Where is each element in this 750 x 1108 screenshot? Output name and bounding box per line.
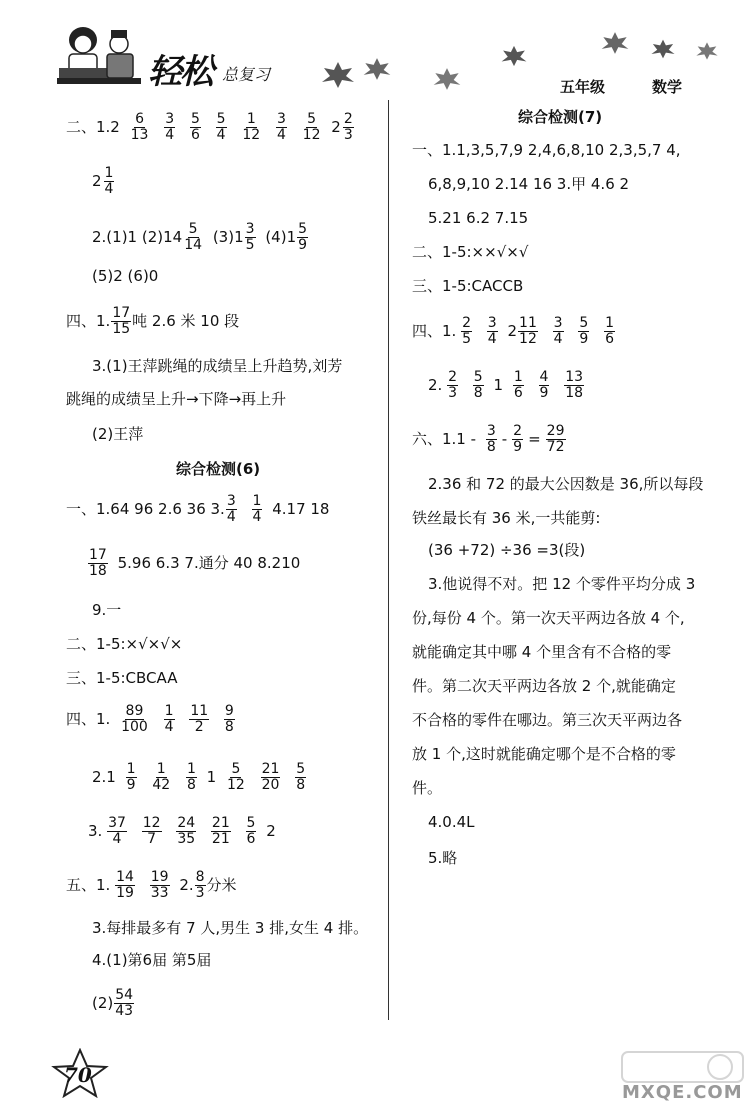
numerator: 5 <box>216 111 226 127</box>
whole-number: 2 <box>92 172 102 190</box>
denominator: 12 <box>242 127 261 143</box>
denominator: 4 <box>226 509 236 525</box>
numerator: 13 <box>565 369 584 385</box>
fraction <box>107 816 127 847</box>
denominator: 8 <box>296 777 306 793</box>
fraction <box>216 112 227 143</box>
numerator: 3 <box>553 315 563 331</box>
fraction <box>104 166 115 197</box>
line-prefix: 五、1. <box>66 876 111 894</box>
denominator: 42 <box>152 777 171 793</box>
logo-title: 轻松 <box>148 52 212 92</box>
numerator: 5 <box>298 221 308 237</box>
numerator: 6 <box>135 111 145 127</box>
answer-line: (5)2 (6)0 <box>92 267 159 285</box>
subject-label: 数学 <box>652 78 683 96</box>
fraction <box>190 112 201 143</box>
numerator: 3 <box>276 111 286 127</box>
numerator: 14 <box>116 869 134 885</box>
numerator: 3 <box>245 221 255 237</box>
denominator: 9 <box>298 237 308 253</box>
maple-leaf-icon <box>650 38 676 60</box>
section-title-test-7: 综合检测(7) <box>518 108 603 126</box>
fraction <box>130 112 150 143</box>
fraction <box>252 494 263 525</box>
answer-line: (2)王萍 <box>92 425 144 443</box>
fraction <box>276 112 287 143</box>
section-title-test-6: 综合检测(6) <box>176 460 261 478</box>
numerator: 89 <box>125 703 144 719</box>
fraction <box>302 112 322 143</box>
answer-line: 份,每份 4 个。第一次天平两边各放 4 个, <box>412 609 685 627</box>
denominator: 9 <box>539 385 549 401</box>
answer-line: 件。 <box>412 779 443 797</box>
answer-line <box>412 424 571 455</box>
denominator: 6 <box>605 331 614 347</box>
numerator: 2 <box>462 315 472 331</box>
answer-line: 4.0.4L <box>428 813 475 831</box>
answer-line <box>92 222 313 253</box>
answer-line: 跳绳的成绩呈上升→下降→再上升 <box>66 390 287 408</box>
numerator: 54 <box>115 987 134 1003</box>
maple-leaf-icon <box>362 56 392 82</box>
answer-line <box>66 112 359 143</box>
numerator: 1 <box>605 315 614 331</box>
denominator: 15 <box>112 321 131 337</box>
denominator: 12 <box>226 777 245 793</box>
fraction <box>176 816 196 847</box>
numerator: 11 <box>190 703 209 719</box>
numerator: 5 <box>579 315 589 331</box>
answer-line: 就能确定其中哪 4 个里含有不合格的零 <box>412 643 672 661</box>
fraction <box>539 370 550 401</box>
numerator: 3 <box>226 493 236 509</box>
line-prefix: 3. <box>88 822 103 840</box>
operator: - <box>501 430 508 448</box>
fraction <box>164 112 175 143</box>
numerator: 29 <box>546 423 565 439</box>
numerator: 5 <box>296 761 306 777</box>
fraction <box>186 762 197 793</box>
fraction <box>553 316 564 347</box>
fraction <box>604 316 615 347</box>
numerator: 5 <box>190 111 200 127</box>
answer-line: 不合格的零件在哪边。第三次天平两边各 <box>412 711 683 729</box>
numerator: 2 <box>448 369 458 385</box>
fraction <box>487 316 498 347</box>
fraction <box>546 424 566 455</box>
denominator: 6 <box>246 831 256 847</box>
line-text: 一、1.64 96 2.6 36 3. <box>66 500 225 518</box>
fraction <box>183 222 203 253</box>
fraction <box>115 870 135 901</box>
numerator: 1 <box>164 703 174 719</box>
denominator: 72 <box>546 439 565 455</box>
answer-line: 2.36 和 72 的最大公因数是 36,所以每段 <box>428 475 704 493</box>
numerator: 2 <box>513 423 523 439</box>
maple-leaf-icon <box>320 60 356 90</box>
denominator: 8 <box>186 777 196 793</box>
line-text: 2. <box>179 876 194 894</box>
denominator: 7 <box>147 831 157 847</box>
page-number: 70 <box>64 1063 92 1087</box>
denominator: 12 <box>302 127 321 143</box>
answer-line: 3.他说得不对。把 12 个零件平均分成 3 <box>428 575 696 593</box>
fraction <box>513 370 524 401</box>
answer-line: 三、1-5:CBCAA <box>66 669 178 687</box>
answer-line: 放 1 个,这时就能确定哪个是不合格的零 <box>412 745 676 763</box>
fraction <box>111 306 131 337</box>
line-text: (3)1 <box>212 228 244 246</box>
numerator: 4 <box>539 369 549 385</box>
numerator: 17 <box>89 547 107 563</box>
answer-line <box>88 548 300 579</box>
fraction <box>447 370 458 401</box>
numerator: 21 <box>211 815 230 831</box>
denominator: 4 <box>165 127 175 143</box>
numerator: 5 <box>307 111 317 127</box>
line-prefix: 四、1. <box>66 710 111 728</box>
denominator: 18 <box>565 385 584 401</box>
denominator: 4 <box>216 127 226 143</box>
line-text: 吨 2.6 米 10 段 <box>132 312 240 330</box>
answer-line <box>66 870 237 901</box>
line-prefix: (2) <box>92 994 114 1012</box>
maple-leaf-icon <box>500 44 528 68</box>
answer-line: 二、1-5:×√×√× <box>66 635 183 653</box>
operator: = <box>528 430 541 448</box>
maple-leaf-icon <box>432 66 462 92</box>
answer-line <box>66 306 239 337</box>
answer-line <box>92 166 119 197</box>
fraction <box>120 704 149 735</box>
answer-line: 一、1.1,3,5,7,9 2,4,6,8,10 2,3,5,7 4, <box>412 141 681 159</box>
denominator: 9 <box>126 777 136 793</box>
whole-number: 1 <box>493 376 504 394</box>
fraction <box>150 870 170 901</box>
denominator: 5 <box>462 331 472 347</box>
denominator: 4 <box>276 127 286 143</box>
denominator: 3 <box>448 385 458 401</box>
answer-line: 9.一 <box>92 601 122 619</box>
denominator: 5 <box>245 237 255 253</box>
fraction <box>151 762 171 793</box>
numerator: 1 <box>246 111 256 127</box>
answer-line <box>92 988 139 1019</box>
denominator: 8 <box>486 439 496 455</box>
fraction <box>246 816 257 847</box>
children-reading-logo-icon <box>55 18 145 88</box>
line-prefix: 2. <box>428 376 443 394</box>
answer-line <box>66 704 240 735</box>
denominator: 4 <box>112 831 122 847</box>
denominator: 13 <box>130 127 149 143</box>
answer-line <box>428 370 589 401</box>
denominator: 43 <box>115 1003 134 1019</box>
maple-leaf-icon <box>695 40 719 62</box>
denominator: 4 <box>104 181 114 197</box>
answer-line: 铁丝最长有 36 米,一共能剪: <box>412 509 601 527</box>
numerator: 24 <box>177 815 196 831</box>
denominator: 8 <box>473 385 483 401</box>
fraction <box>195 870 206 901</box>
denominator: 33 <box>150 885 169 901</box>
watermark-text: MXQE.COM <box>622 1082 743 1103</box>
line-prefix: 四、1. <box>412 322 457 340</box>
denominator: 4 <box>164 719 174 735</box>
numerator: 1 <box>104 165 114 181</box>
answer-line <box>88 816 276 847</box>
fraction <box>564 370 584 401</box>
whole-number: 2 <box>507 322 518 340</box>
answer-line <box>92 762 311 793</box>
denominator: 20 <box>261 777 280 793</box>
answer-line: 6,8,9,10 2.14 16 3.甲 4.6 2 <box>428 175 630 193</box>
whole-number: 2 <box>266 822 276 840</box>
numerator: 17 <box>112 305 131 321</box>
numerator: 5 <box>231 761 241 777</box>
fraction <box>114 988 134 1019</box>
numerator: 2 <box>343 111 353 127</box>
unit-text: 分米 <box>206 876 237 894</box>
numerator: 21 <box>261 761 280 777</box>
maple-leaf-icon <box>600 30 630 56</box>
denominator: 6 <box>190 127 200 143</box>
line-prefix: 六、1.1 - <box>412 430 477 448</box>
line-prefix: 二、1.2 <box>66 118 120 136</box>
answer-line: 5.21 6.2 7.15 <box>428 209 529 227</box>
numerator: 1 <box>186 761 196 777</box>
denominator: 4 <box>487 331 497 347</box>
numerator: 11 <box>519 315 537 331</box>
answer-line <box>412 316 620 347</box>
numerator: 5 <box>188 221 198 237</box>
numerator: 1 <box>513 369 523 385</box>
fraction <box>245 222 256 253</box>
denominator: 2 <box>194 719 204 735</box>
fraction <box>518 316 538 347</box>
denominator: 100 <box>121 719 148 735</box>
logo-subtitle: 总复习 <box>222 65 271 84</box>
answer-line: (36 +72) ÷36 =3(段) <box>428 541 586 559</box>
fraction <box>241 112 261 143</box>
denominator: 19 <box>116 885 134 901</box>
numerator: 1 <box>156 761 166 777</box>
fraction <box>126 762 137 793</box>
line-text: (4)1 <box>265 228 297 246</box>
whole-number: 1 <box>206 768 217 786</box>
fraction <box>224 704 235 735</box>
line-text: 2.(1)1 (2)14 <box>92 228 183 246</box>
numerator: 5 <box>246 815 256 831</box>
answer-line: 3.(1)王萍跳绳的成绩呈上升趋势,刘芳 <box>92 357 343 375</box>
answer-line: 三、1-5:CACCB <box>412 277 524 295</box>
fraction <box>189 704 209 735</box>
fraction <box>226 494 237 525</box>
denominator: 4 <box>252 509 262 525</box>
denominator: 4 <box>553 331 563 347</box>
answer-line <box>66 494 329 525</box>
numerator: 9 <box>224 703 234 719</box>
line-prefix: 四、1. <box>66 312 111 330</box>
fraction <box>473 370 484 401</box>
denominator: 14 <box>184 237 203 253</box>
numerator: 8 <box>195 869 205 885</box>
fraction <box>512 424 523 455</box>
denominator: 8 <box>224 719 234 735</box>
numerator: 5 <box>473 369 483 385</box>
numerator: 1 <box>252 493 262 509</box>
answer-line: 4.(1)第6届 第5届 <box>92 951 212 969</box>
numerator: 37 <box>108 815 126 831</box>
line-prefix: 2.1 <box>92 768 116 786</box>
denominator: 18 <box>89 563 107 579</box>
fraction <box>211 816 231 847</box>
answer-line: 5.略 <box>428 849 458 867</box>
fraction <box>461 316 472 347</box>
fraction <box>486 424 497 455</box>
fraction <box>343 112 354 143</box>
answer-line: 二、1-5:××√×√ <box>412 243 529 261</box>
denominator: 6 <box>513 385 523 401</box>
denominator: 35 <box>177 831 196 847</box>
whole-number: 2 <box>331 118 341 136</box>
denominator: 9 <box>579 331 589 347</box>
denominator: 3 <box>343 127 353 143</box>
denominator: 3 <box>195 885 205 901</box>
denominator: 9 <box>513 439 523 455</box>
fraction <box>164 704 175 735</box>
answer-line: 3.每排最多有 7 人,男生 3 排,女生 4 排。 <box>92 919 369 937</box>
denominator: 12 <box>519 331 537 347</box>
line-text: 5.96 6.3 7.通分 40 8.210 <box>117 554 301 572</box>
page-header <box>0 0 750 100</box>
column-divider <box>388 100 389 1020</box>
numerator: 3 <box>487 315 497 331</box>
numerator: 3 <box>486 423 496 439</box>
line-text: 4.17 18 <box>272 500 330 518</box>
numerator: 19 <box>150 869 169 885</box>
grade-label: 五年级 <box>560 78 606 96</box>
fraction <box>88 548 108 579</box>
denominator: 21 <box>211 831 230 847</box>
numerator: 12 <box>142 815 161 831</box>
fraction <box>226 762 246 793</box>
fraction <box>142 816 162 847</box>
numerator: 3 <box>165 111 175 127</box>
fraction <box>261 762 281 793</box>
numerator: 1 <box>126 761 136 777</box>
fraction <box>578 316 589 347</box>
answer-line: 件。第二次天平两边各放 2 个,就能确定 <box>412 677 676 695</box>
fraction <box>297 222 308 253</box>
fraction <box>295 762 306 793</box>
